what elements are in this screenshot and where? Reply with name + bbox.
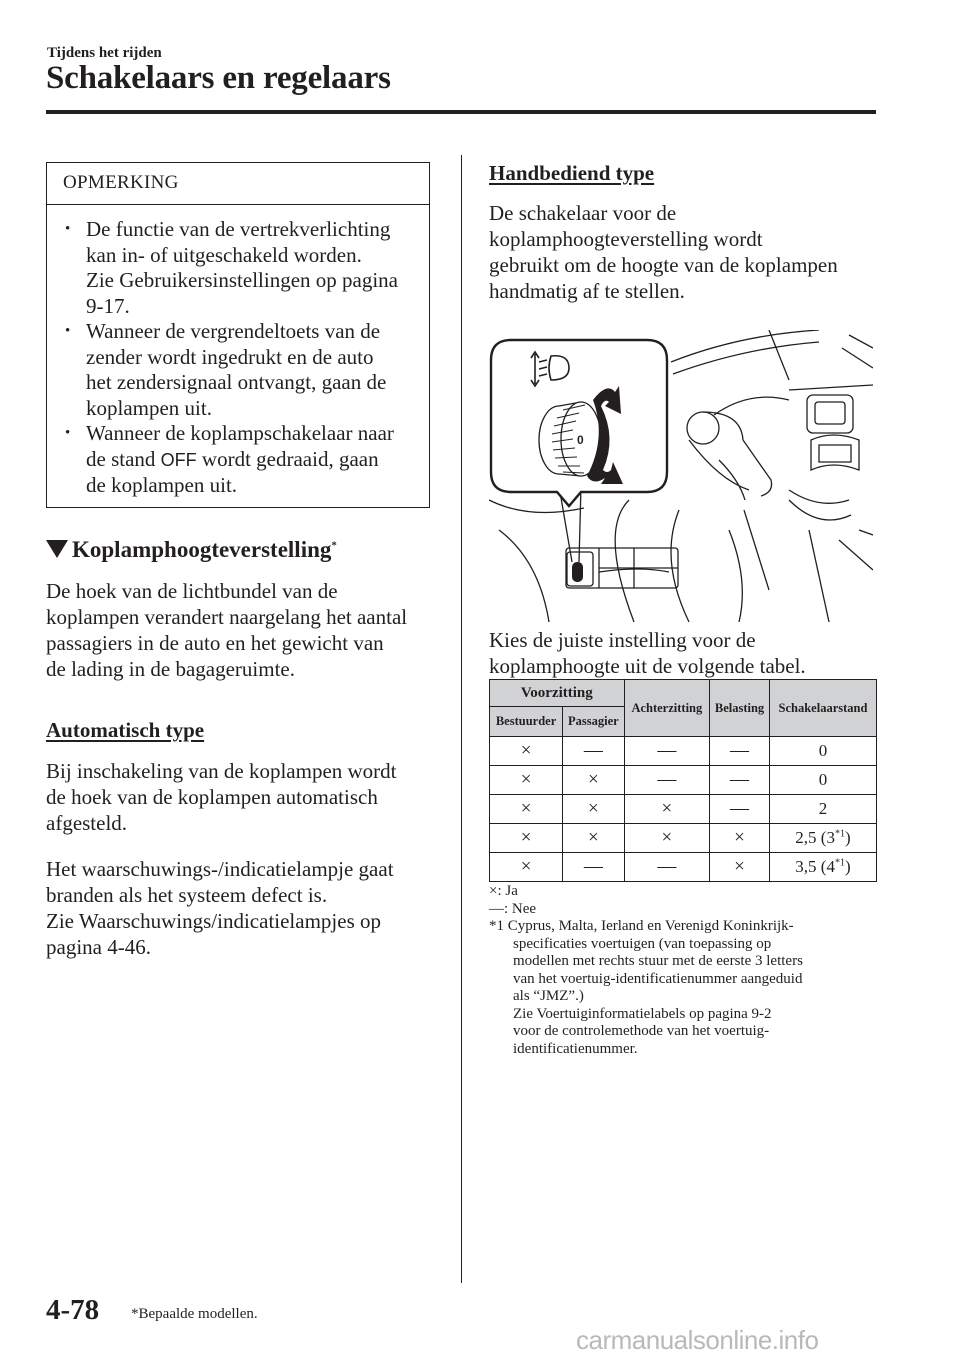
text-line: afgesteld.: [46, 811, 128, 835]
note-line: zender wordt ingedrukt en de auto: [86, 344, 374, 369]
footnote-line: modellen met rechts stuur met de eerste 3 letters: [513, 953, 803, 969]
driver-cell: ×: [490, 766, 563, 795]
rear-cell: ×: [624, 824, 709, 853]
note-item: [57, 217, 419, 319]
text-line: pagina 4-46.: [46, 935, 151, 959]
text-line: passagiers in de auto en het gewicht van: [46, 631, 384, 655]
passenger-cell: —: [563, 737, 625, 766]
note-line: koplampen uit.: [86, 395, 212, 420]
note-line: wordt gedraaid, gaan: [196, 446, 379, 471]
position-value: 3,5 (4: [795, 857, 835, 876]
load-cell: —: [710, 766, 770, 795]
table-row: [490, 824, 877, 853]
site-watermark: carmanualsonline.info: [576, 1325, 819, 1355]
triangle-down-icon: [46, 540, 68, 558]
leveling-switch-illustration: [489, 330, 873, 622]
footnote-ref: *1: [834, 857, 845, 869]
note-line: de koplampen uit.: [86, 473, 238, 497]
rear-cell: ×: [624, 795, 709, 824]
note-line: De functie van de vertrekverlichting: [86, 217, 391, 241]
note-line: Wanneer de vergrendeltoets van de: [86, 319, 381, 343]
position-close: ): [844, 828, 851, 847]
footnote-line: identificatienummer.: [513, 1040, 638, 1057]
text-line: handmatig af te stellen.: [489, 279, 685, 303]
section-label: Tijdens het rijden: [47, 45, 162, 61]
legend-yes: ×: Ja: [489, 883, 518, 899]
automatic-text: [46, 758, 446, 836]
automatic-heading: Automatisch type: [46, 718, 205, 742]
note-box: [46, 162, 430, 508]
passenger-header: Passagier: [563, 707, 625, 737]
table-intro: [489, 627, 879, 679]
load-cell: —: [710, 795, 770, 824]
leveling-table: [489, 679, 877, 882]
footnote-line: voor de controlemethode van het voertuig-: [513, 1023, 770, 1039]
driver-cell: ×: [490, 824, 563, 853]
off-label: OFF: [160, 449, 197, 470]
footnote-line: van het voertuig-identificatienummer aangeduid: [513, 970, 803, 987]
note-line: Wanneer de koplampschakelaar naar: [86, 421, 394, 445]
position-cell: 0: [769, 737, 876, 766]
table-row: [490, 853, 877, 882]
text-line: koplamphoogte uit de volgende tabel.: [489, 654, 806, 678]
text-line: gebruikt om de hoogte van de koplampen: [489, 253, 838, 277]
note-line: kan in- of uitgeschakeld worden.: [86, 242, 362, 267]
text-line: De schakelaar voor de: [489, 201, 677, 225]
footnote-line: specificaties voertuigen (van toepassing op: [513, 935, 772, 952]
legend-no: —: Nee: [489, 900, 537, 917]
position-cell: 2: [769, 795, 876, 824]
footnote-line: Zie Voertuiginformatielabels op pagina 9-2: [513, 1005, 772, 1022]
table-row: [490, 766, 877, 795]
column-divider: [461, 155, 462, 1283]
dial-digit: 0: [577, 433, 584, 447]
note-heading: OPMERKING: [47, 163, 429, 205]
position-value: 2,5 (3: [795, 828, 835, 847]
footnote-line: als “JMZ”.): [513, 988, 584, 1004]
note-line: Zie Gebruikersinstellingen op pagina: [86, 268, 398, 292]
load-cell: ×: [710, 853, 770, 882]
note-item: [57, 421, 419, 499]
passenger-cell: —: [563, 853, 625, 882]
load-cell: —: [710, 737, 770, 766]
footnote-1: *1 Cyprus, Malta, Ierland en Verenigd Koninkrijk-: [489, 918, 794, 934]
front-seat-header: Voorzitting: [490, 680, 625, 707]
note-list: [47, 205, 429, 499]
table-row: [490, 737, 877, 766]
text-line: koplamphoogteverstelling wordt: [489, 227, 763, 251]
driver-cell: ×: [490, 853, 563, 882]
text-line: de lading in de bagageruimte.: [46, 657, 295, 681]
load-header: Belasting: [710, 680, 770, 737]
rear-cell: —: [624, 853, 709, 882]
text-line: Het waarschuwings-/indicatielampje gaat: [46, 857, 394, 881]
chapter-title: Schakelaars en regelaars: [46, 60, 391, 96]
position-cell: 0: [769, 766, 876, 795]
header-rule: [46, 110, 876, 114]
text-line: De hoek van de lichtbundel van de: [46, 579, 338, 603]
driver-cell: ×: [490, 737, 563, 766]
position-close: ): [844, 857, 851, 876]
model-mark: *: [331, 539, 337, 552]
switch-position-header: Schakelaarstand: [769, 680, 876, 737]
driver-header: Bestuurder: [490, 707, 563, 737]
position-cell: [769, 853, 876, 882]
note-line: het zendersignaal ontvangt, gaan de: [86, 370, 387, 394]
note-line: de stand: [86, 446, 161, 471]
leveling-intro: [46, 578, 446, 682]
text-line: branden als het systeem defect is.: [46, 883, 328, 907]
footer-note: *Bepaalde modellen.: [131, 1306, 258, 1322]
driver-cell: ×: [490, 795, 563, 824]
table-footnotes: [489, 883, 879, 1058]
warning-text: [46, 856, 446, 960]
manual-heading: Handbediend type: [489, 161, 655, 185]
passenger-cell: ×: [563, 824, 625, 853]
note-line: 9-17.: [86, 293, 130, 318]
table-row: [490, 795, 877, 824]
manual-text: [489, 200, 879, 304]
text-line: Bij inschakeling van de koplampen wordt: [46, 759, 397, 783]
passenger-cell: ×: [563, 766, 625, 795]
footnote-ref: *1: [834, 828, 845, 840]
leveling-heading-text: Koplamphoogteverstelling: [72, 537, 332, 562]
text-line: koplampen verandert naargelang het aantal: [46, 605, 408, 629]
leveling-heading: [46, 537, 337, 563]
table-header-row: [490, 680, 877, 707]
load-cell: ×: [710, 824, 770, 853]
passenger-cell: ×: [563, 795, 625, 824]
rear-cell: —: [624, 737, 709, 766]
position-cell: [769, 824, 876, 853]
text-line: Zie Waarschuwings/indicatielampjes op: [46, 909, 381, 933]
rear-cell: —: [624, 766, 709, 795]
page-number: 4-78: [46, 1294, 100, 1326]
text-line: de hoek van de koplampen automatisch: [46, 785, 378, 809]
note-item: [57, 319, 419, 421]
text-line: Kies de juiste instelling voor de: [489, 628, 756, 652]
rear-seat-header: Achterzitting: [624, 680, 709, 737]
